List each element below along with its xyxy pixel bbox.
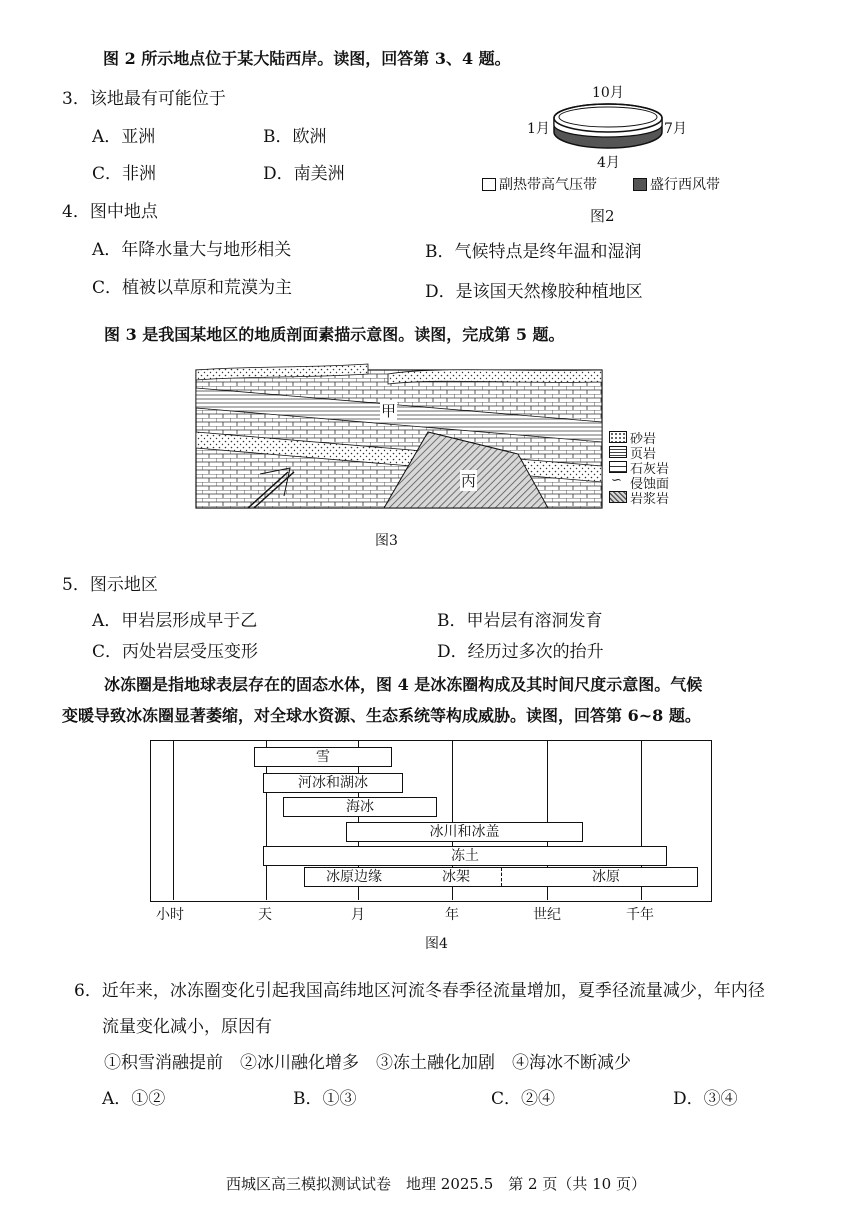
fig3-label-bing: 丙	[461, 472, 477, 490]
fig2-caption: 图2	[590, 207, 615, 225]
fig4-tick-day: 天	[258, 907, 272, 923]
fig4-bar-river-lake-ice: 河冰和湖冰	[263, 773, 403, 793]
q3-option-b: B．欧洲	[263, 127, 327, 147]
q6-stem-line1: 6．近年来，冰冻圈变化引起我国高纬地区河流冬春季径流量增加，夏季径流量减少，年内径	[74, 981, 765, 1001]
intro-q3-4: 图 2 所示地点位于某大陆西岸。读图，回答第 3、4 题。	[103, 49, 511, 68]
fig3-legend-shale: 页岩	[630, 447, 657, 462]
fig3-legend-erosion-icon: ∽	[611, 473, 622, 488]
fig4-tick-hour: 小时	[156, 907, 184, 923]
q6-option-a: A．①②	[102, 1089, 166, 1109]
fig4-label-ice-sheet: 冰原	[592, 869, 620, 885]
fig4-tick-millennium: 千年	[626, 907, 654, 923]
q3-option-d: D．南美洲	[263, 164, 345, 184]
q6-items: ①积雪消融提前 ②冰川融化增多 ③冻土融化加剧 ④海冰不断减少	[104, 1053, 631, 1073]
fig4-bar-sea-ice: 海冰	[283, 797, 437, 817]
fig3-legend-shale-swatch	[609, 446, 627, 458]
fig2-month-bottom: 4月	[597, 155, 620, 171]
fig4-tick-century: 世纪	[533, 907, 561, 923]
intro-q6-8-line1: 冰冻圈是指地球表层存在的固态水体，图 4 是冰冻圈构成及其时间尺度示意图。气候	[104, 675, 703, 694]
fig4-bar-glacier-icesheet: 冰川和冰盖	[346, 822, 583, 842]
q4-stem: 4．图中地点	[62, 202, 158, 222]
intro-q6-8-line2: 变暖导致冰冻圈显著萎缩，对全球水资源、生态系统等构成威胁。读图，回答第 6~8 题。	[62, 706, 701, 725]
fig2-legend-subtropical-swatch	[482, 178, 496, 191]
fig3-legend-magma-swatch	[609, 491, 627, 503]
fig2-month-left: 1月	[527, 121, 550, 137]
fig4-tick-month: 月	[351, 907, 365, 923]
q6-stem-line2: 流量变化减小，原因有	[102, 1017, 272, 1037]
fig3-label-jia: 甲	[381, 402, 397, 420]
q4-option-a: A．年降水量大与地形相关	[92, 240, 292, 260]
fig4-grid-hour	[173, 741, 174, 900]
q5-option-a: A．甲岩层形成早于乙	[92, 611, 258, 631]
fig4-bar-permafrost: 冻土	[263, 846, 667, 866]
q6-option-b: B．①③	[293, 1089, 357, 1109]
fig3-legend-magma: 岩浆岩	[630, 492, 670, 507]
fig2-month-right: 7月	[664, 121, 687, 137]
page-footer: 西城区高三模拟测试试卷 地理 2025.5 第 2 页（共 10 页）	[226, 1175, 646, 1193]
q3-stem: 3．该地最有可能位于	[62, 89, 226, 109]
q3-option-a: A．亚洲	[92, 127, 156, 147]
fig3-legend-erosion: 侵蚀面	[630, 477, 670, 492]
q6-option-d: D．③④	[673, 1089, 738, 1109]
fig3-legend-limestone-swatch	[609, 461, 627, 473]
fig4-bar-snow: 雪	[254, 747, 392, 767]
q4-option-b: B．气候特点是终年温和湿润	[425, 242, 642, 262]
fig4-label-ice-sheet-edge: 冰原边缘	[326, 869, 382, 885]
fig2-legend-westerlies-swatch	[633, 178, 647, 191]
fig3-caption: 图3	[375, 533, 398, 549]
fig4-label-ice-shelf: 冰架	[442, 869, 470, 885]
q5-option-d: D．经历过多次的抬升	[437, 642, 604, 662]
q5-stem: 5．图示地区	[62, 575, 158, 595]
q5-option-c: C．丙处岩层受压变形	[92, 642, 259, 662]
fig3-legend-sandstone-swatch	[609, 431, 627, 443]
fig3-cross-section	[188, 362, 680, 512]
fig2-month-top: 10月	[592, 85, 624, 101]
fig2-ring-diagram	[550, 98, 666, 154]
intro-q5: 图 3 是我国某地区的地质剖面素描示意图。读图，完成第 5 题。	[104, 325, 565, 344]
fig3-legend-limestone: 石灰岩	[630, 462, 670, 477]
q6-option-c: C．②④	[491, 1089, 556, 1109]
fig4-tick-year: 年	[445, 907, 459, 923]
q5-option-b: B．甲岩层有溶洞发育	[437, 611, 603, 631]
fig3-legend-sandstone: 砂岩	[630, 432, 657, 447]
fig4-caption: 图4	[425, 936, 448, 952]
q3-option-c: C．非洲	[92, 164, 157, 184]
q4-option-c: C．植被以草原和荒漠为主	[92, 278, 293, 298]
q4-option-d: D．是该国天然橡胶种植地区	[425, 282, 643, 302]
fig2-legend-subtropical-label: 副热带高气压带	[499, 177, 597, 193]
fig2-legend-westerlies-label: 盛行西风带	[650, 177, 720, 193]
